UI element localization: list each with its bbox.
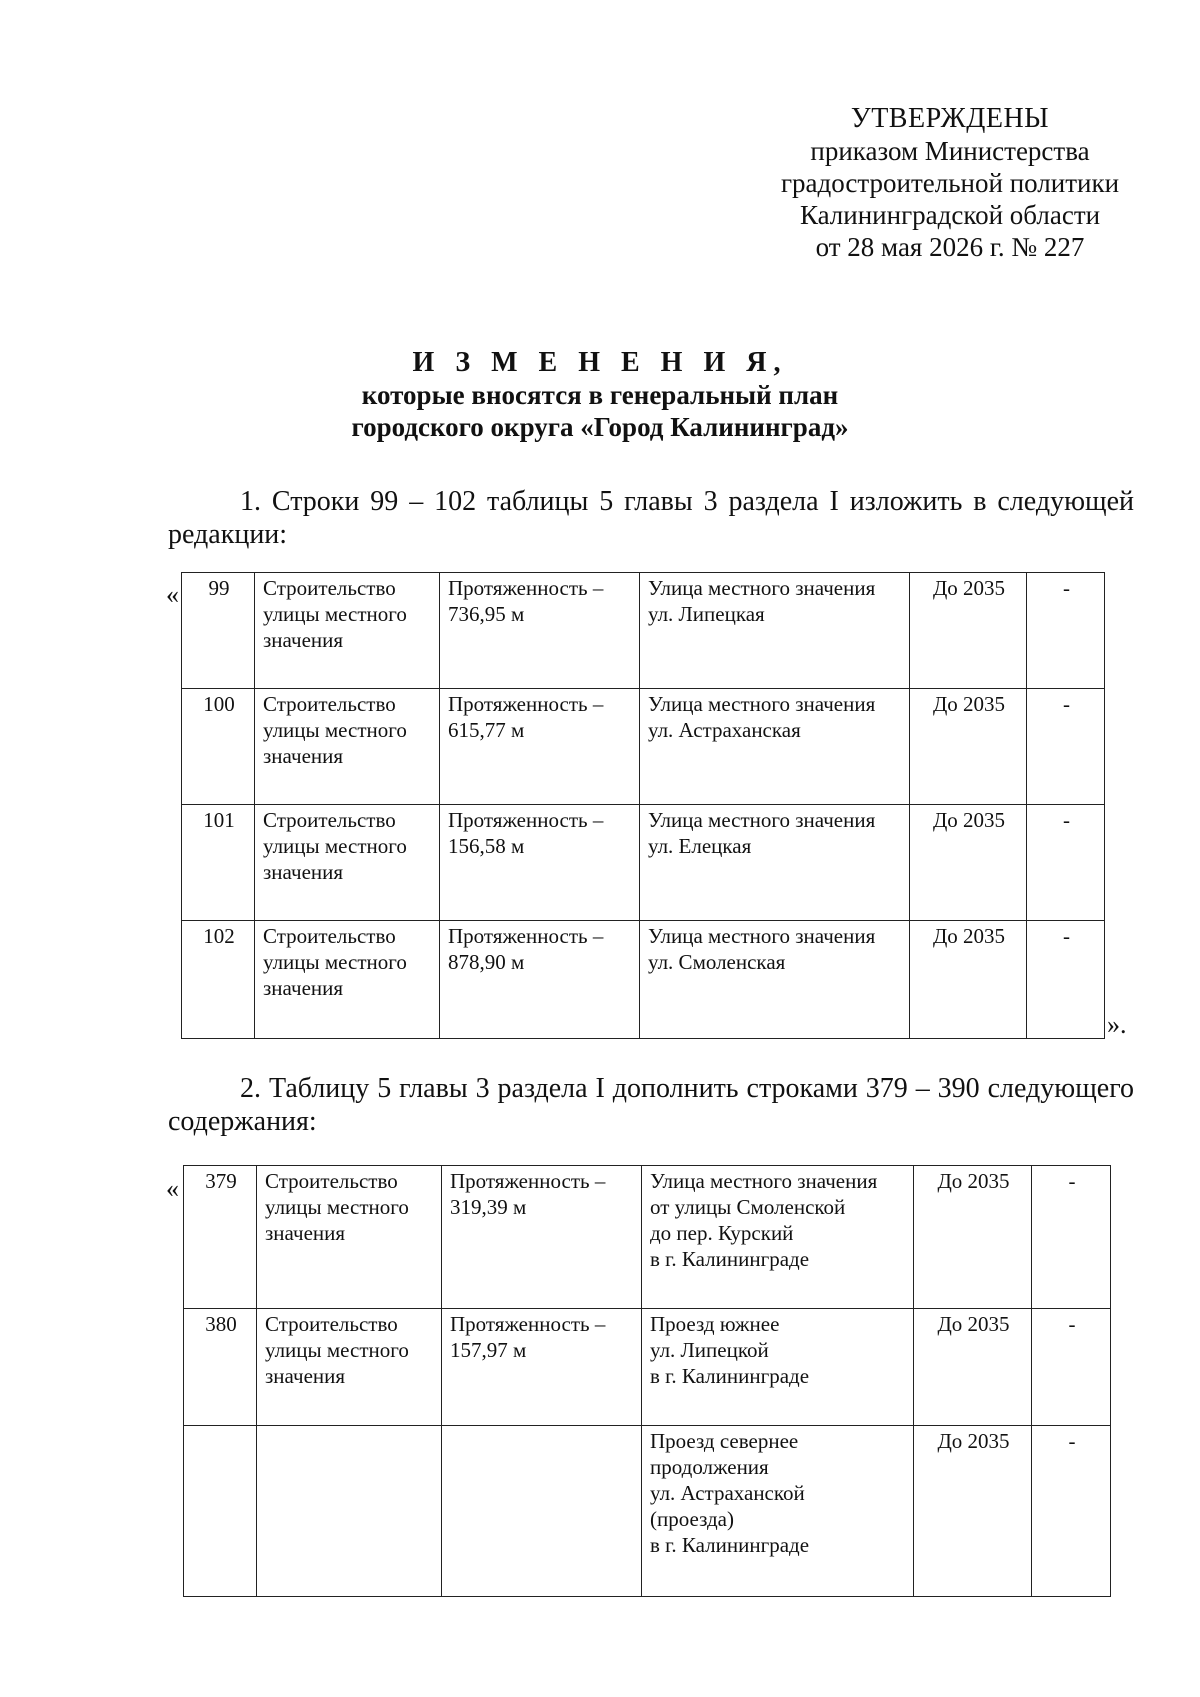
object-cell	[640, 689, 910, 805]
term-cell: До 2035	[910, 921, 1027, 1039]
cell-text-line: Строительство	[263, 924, 396, 948]
cell-text-line: ул. Елецкая	[648, 834, 752, 858]
cell-text-line: Протяженность –	[448, 692, 604, 716]
term-cell: До 2035	[914, 1426, 1032, 1597]
table-row	[184, 1166, 1111, 1309]
title-line: городского округа «Город Калининград»	[351, 412, 849, 442]
object-cell	[640, 573, 910, 689]
note-cell: -	[1027, 921, 1105, 1039]
approval-line: приказом Министерства	[810, 136, 1090, 166]
row-number-cell: 101	[182, 805, 255, 921]
cell-text-line: улицы местного	[263, 718, 407, 742]
cell-text-line: ул. Липецкой	[650, 1338, 769, 1362]
note-cell: -	[1032, 1426, 1111, 1597]
cell-text-line: 157,97 м	[450, 1338, 527, 1362]
cell-text-line: значения	[265, 1364, 346, 1388]
cell-text-line: Протяженность –	[448, 808, 604, 832]
table-row	[182, 573, 1105, 689]
cell-text-line: до пер. Курский	[650, 1221, 794, 1245]
cell-text-line: Строительство	[265, 1169, 398, 1193]
cell-text-line: улицы местного	[263, 602, 407, 626]
cell-text-line: Строительство	[263, 808, 396, 832]
cell-text-line: Улица местного значения	[648, 576, 876, 600]
section-2-paragraph	[168, 1072, 1134, 1138]
cell-text-line: (проезда)	[650, 1507, 734, 1531]
cell-text-line: ул. Астраханская	[648, 718, 801, 742]
cell-text-line: 878,90 м	[448, 950, 525, 974]
paragraph-line: содержания:	[168, 1106, 317, 1137]
length-cell	[442, 1166, 642, 1309]
cell-text-line: улицы местного	[265, 1195, 409, 1219]
term-cell: До 2035	[914, 1166, 1032, 1309]
work-type-cell	[257, 1426, 442, 1597]
work-type-cell	[255, 805, 440, 921]
length-cell	[442, 1426, 642, 1597]
cell-text-line: ул. Липецкая	[648, 602, 765, 626]
paragraph-line: редакции:	[168, 519, 288, 550]
cell-text-line: в г. Калининграде	[650, 1247, 810, 1271]
approval-line: Калининградской области	[799, 200, 1101, 230]
cell-text-line: Улица местного значения	[648, 924, 876, 948]
cell-text-line: ул. Астраханской	[650, 1481, 805, 1505]
cell-text-line: значения	[263, 976, 344, 1000]
table-row	[182, 805, 1105, 921]
approval-date: от 28 мая 2026 г. № 227	[815, 232, 1085, 262]
length-cell	[440, 573, 640, 689]
work-type-cell	[257, 1309, 442, 1426]
table-rows-379-390	[183, 1165, 1111, 1597]
cell-text-line: улицы местного	[263, 950, 407, 974]
cell-text-line: Строительство	[265, 1312, 398, 1336]
row-number-cell	[184, 1426, 257, 1597]
table-row	[184, 1426, 1111, 1597]
length-cell	[442, 1309, 642, 1426]
title-line: которые вносятся в генеральный план	[361, 380, 839, 410]
note-cell: -	[1027, 689, 1105, 805]
term-cell: До 2035	[910, 805, 1027, 921]
cell-text-line: Улица местного значения	[650, 1169, 878, 1193]
cell-text-line: Строительство	[263, 692, 396, 716]
object-cell	[642, 1309, 914, 1426]
row-number-cell: 102	[182, 921, 255, 1039]
row-number-cell: 100	[182, 689, 255, 805]
cell-text-line: Проезд южнее	[650, 1312, 780, 1336]
note-cell: -	[1027, 805, 1105, 921]
note-cell: -	[1032, 1309, 1111, 1426]
object-cell	[640, 921, 910, 1039]
cell-text-line: Строительство	[263, 576, 396, 600]
cell-text-line: Улица местного значения	[648, 808, 876, 832]
cell-text-line: значения	[263, 628, 344, 652]
note-cell: -	[1032, 1166, 1111, 1309]
length-cell	[440, 689, 640, 805]
row-number-cell: 380	[184, 1309, 257, 1426]
term-cell: До 2035	[910, 689, 1027, 805]
work-type-cell	[257, 1166, 442, 1309]
work-type-cell	[255, 689, 440, 805]
length-cell	[440, 805, 640, 921]
table-row	[182, 921, 1105, 1039]
table-row	[182, 689, 1105, 805]
cell-text-line: 156,58 м	[448, 834, 525, 858]
object-cell	[640, 805, 910, 921]
open-quote: «	[166, 580, 179, 609]
table-row	[184, 1309, 1111, 1426]
paragraph-line: 1. Строки 99 – 102 таблицы 5 главы 3 раздела I изложить в следующей	[240, 486, 1134, 517]
cell-text-line: 615,77 м	[448, 718, 525, 742]
object-cell	[642, 1426, 914, 1597]
section-1-paragraph	[168, 485, 1134, 551]
close-quote: ».	[1107, 1010, 1127, 1039]
cell-text-line: Протяженность –	[450, 1312, 606, 1336]
cell-text-line: в г. Калининграде	[650, 1364, 810, 1388]
approval-line: градостроительной политики	[780, 168, 1120, 198]
cell-text-line: улицы местного	[265, 1338, 409, 1362]
row-number-cell: 99	[182, 573, 255, 689]
cell-text-line: продолжения	[650, 1455, 769, 1479]
cell-text-line: Проезд севернее	[650, 1429, 799, 1453]
cell-text-line: от улицы Смоленской	[650, 1195, 846, 1219]
paragraph-line: 2. Таблицу 5 главы 3 раздела I дополнить строками 379 – 390 следующего	[240, 1073, 1134, 1104]
term-cell: До 2035	[914, 1309, 1032, 1426]
work-type-cell	[255, 573, 440, 689]
approval-heading: УТВЕРЖДЕНЫ	[850, 103, 1050, 134]
cell-text-line: значения	[263, 860, 344, 884]
cell-text-line: 736,95 м	[448, 602, 525, 626]
object-cell	[642, 1166, 914, 1309]
cell-text-line: Протяженность –	[448, 924, 604, 948]
cell-text-line: Протяженность –	[450, 1169, 606, 1193]
table-rows-99-102	[181, 572, 1105, 1039]
cell-text-line: Улица местного значения	[648, 692, 876, 716]
open-quote: «	[166, 1174, 179, 1203]
work-type-cell	[255, 921, 440, 1039]
cell-text-line: 319,39 м	[450, 1195, 527, 1219]
term-cell: До 2035	[910, 573, 1027, 689]
cell-text-line: Протяженность –	[448, 576, 604, 600]
length-cell	[440, 921, 640, 1039]
row-number-cell: 379	[184, 1166, 257, 1309]
cell-text-line: в г. Калининграде	[650, 1533, 810, 1557]
cell-text-line: значения	[263, 744, 344, 768]
note-cell: -	[1027, 573, 1105, 689]
cell-text-line: ул. Смоленская	[648, 950, 786, 974]
title-line: И З М Е Н Е Н И Я,	[412, 347, 788, 378]
approval-block	[700, 103, 1200, 263]
cell-text-line: улицы местного	[263, 834, 407, 858]
document-title	[0, 347, 1200, 443]
cell-text-line: значения	[265, 1221, 346, 1245]
